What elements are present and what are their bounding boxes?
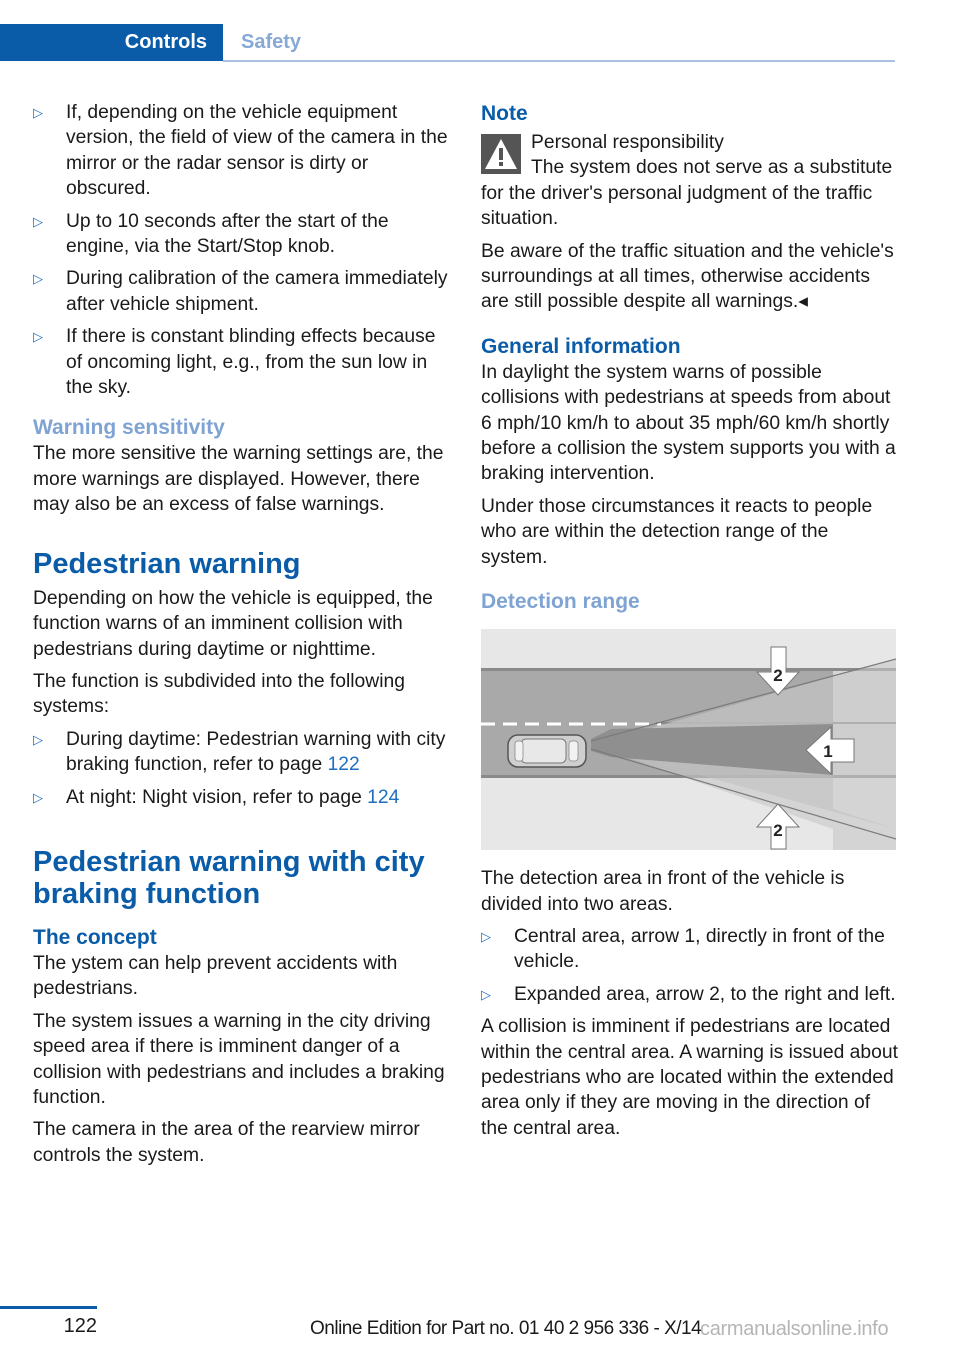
warning-triangle-icon: [481, 134, 521, 174]
systems-list: [33, 727, 451, 810]
footer-divider: [0, 1306, 97, 1309]
bullet-triangle-icon: ▷: [33, 789, 43, 805]
page-number: 122: [63, 1315, 97, 1337]
concept-para2: The system issues a warning in the city driving speed area if there is imminent danger of a collision with pedestrians and includes a braking function.: [33, 1010, 445, 1108]
note-subtitle: Personal responsibility: [531, 132, 724, 153]
list-item: ▷ If there is constant blinding effects because of oncoming light, e.g., from the sun low in the sky.: [33, 326, 436, 399]
tab-controls[interactable]: Controls: [0, 24, 223, 61]
bullet-triangle-icon: ▷: [481, 986, 491, 1002]
header-divider: [223, 60, 895, 62]
list-item: ▷ Expanded area, arrow 2, to the right and left.: [481, 982, 899, 1007]
watermark: carmanualsonline.info: [700, 1318, 889, 1340]
conditions-list: [33, 100, 451, 400]
bullet-triangle-icon: ▷: [33, 105, 43, 120]
list-item: ▷ At night: Night vision, refer to page 124: [33, 785, 451, 810]
svg-text:1: 1: [823, 742, 833, 762]
general-info-heading: General information: [481, 334, 681, 358]
page-link-122[interactable]: 122: [327, 754, 360, 776]
warning-sensitivity-text: The more sensitive the warning settings are, the more warnings are displayed. However, there may also be an excess of false warnings.: [33, 443, 444, 516]
areas-list: [481, 924, 899, 1007]
pedestrian-warning-para1: Depending on how the vehicle is equipped, the function warns of an imminent collision with pedestrians during daytime or nighttime.: [33, 587, 433, 660]
note-text1: The system does not serve as a substitute for the driver's personal judgment of the traffic situation.: [481, 157, 893, 230]
edition-text: Online Edition for Part no. 01 40 2 956 336 - X/14: [310, 1318, 702, 1339]
list-item: ▷ During calibration of the camera immediately after vehicle shipment.: [33, 268, 448, 315]
bullet-triangle-icon: ▷: [481, 928, 491, 944]
list-item: ▷ Central area, arrow 1, directly in front of the vehicle.: [481, 925, 885, 973]
tab-safety[interactable]: Safety: [241, 31, 302, 53]
detection-range-diagram: [481, 629, 896, 850]
concept-heading: The concept: [33, 925, 157, 949]
list-item: ▷ During daytime: Pedestrian warning with city braking function, refer to page 122: [33, 728, 446, 776]
pedestrian-warning-para2: The function is subdivided into the following systems:: [33, 670, 405, 718]
right-column: [481, 100, 899, 1148]
end-mark-icon: ◂: [798, 291, 808, 313]
list-item: ▷ Up to 10 seconds after the start of the engine, via the Start/Stop knob.: [33, 210, 389, 258]
note-title: Note: [481, 102, 528, 125]
left-column: [33, 100, 451, 1175]
note-text2: Be aware of the traffic situation and the vehicle's surroundings at all times, otherwise accidents are still possible despite all warnings.◂: [481, 240, 894, 313]
chapter-header: [0, 24, 895, 62]
concept-para3: The camera in the area of the rearview mirror controls the system.: [33, 1119, 420, 1166]
car-icon: [508, 735, 586, 767]
page-link-124[interactable]: 124: [367, 786, 400, 808]
list-item: ▷ If, depending on the vehicle equipment version, the field of view of the camera in the mirror or the radar sensor is dirty or obscured.: [33, 102, 448, 200]
detection-para2: A collision is imminent if pedestrians are located within the central area. A warning is issued about pedestrians who are located within the extended area only if they are moving in the direction of the central area.: [481, 1016, 898, 1139]
general-info-para2: Under those circumstances it reacts to people who are within the detection range of the system.: [481, 495, 873, 568]
svg-text:2: 2: [773, 821, 783, 841]
note-box: [481, 100, 899, 315]
detection-range-heading: Detection range: [481, 590, 640, 614]
general-info-para1: In daylight the system warns of possible collisions with pedestrians at speeds from about 6 mph/10 km/h to about 35 mph/60 km/h shortly before a collision the system supports you with a braking intervention.: [481, 361, 896, 485]
bullet-triangle-icon: ▷: [33, 731, 43, 747]
warning-sensitivity-heading: Warning sensitivity: [33, 416, 225, 440]
pedestrian-warning-heading: Pedestrian warning: [33, 547, 301, 580]
bullet-triangle-icon: ▷: [33, 329, 43, 345]
bullet-triangle-icon: ▷: [33, 213, 43, 229]
city-braking-heading: Pedestrian warning with city braking function: [33, 845, 425, 910]
svg-text:2: 2: [773, 666, 783, 686]
detection-para1: The detection area in front of the vehicle is divided into two areas.: [481, 868, 845, 915]
concept-para1: The ystem can help prevent accidents with pedestrians.: [33, 952, 398, 1000]
bullet-triangle-icon: ▷: [33, 271, 43, 287]
